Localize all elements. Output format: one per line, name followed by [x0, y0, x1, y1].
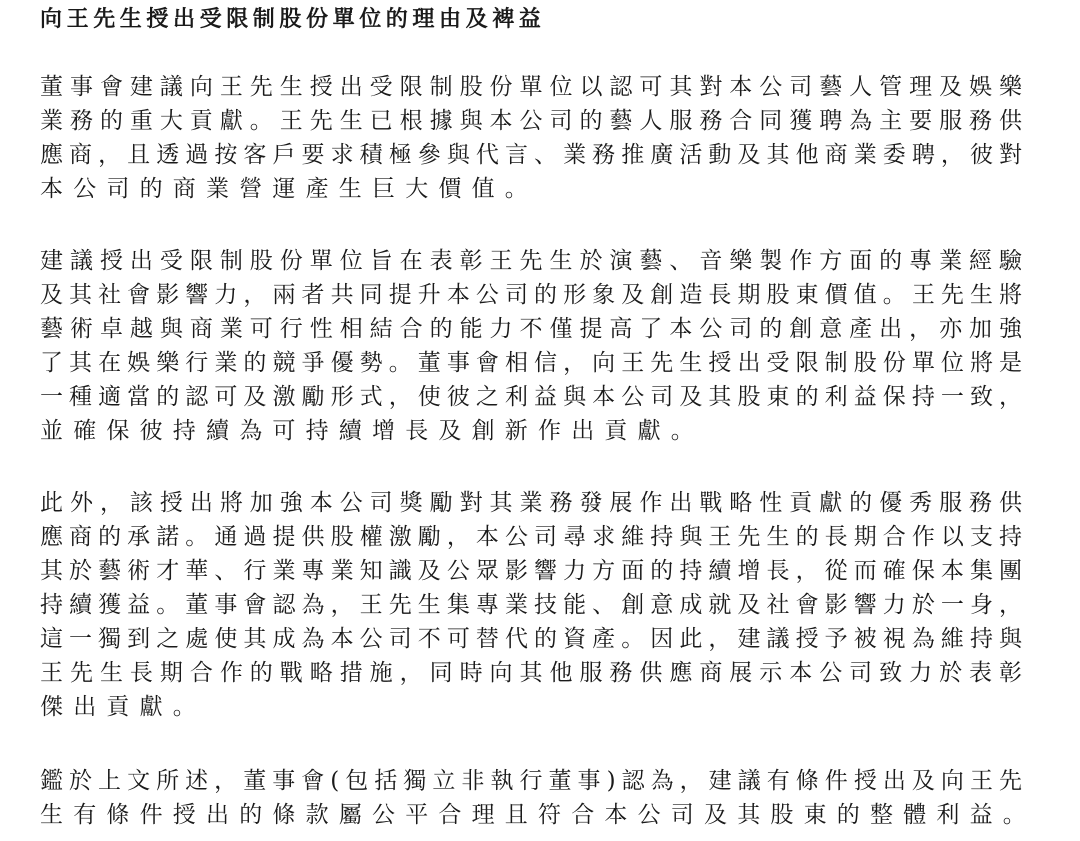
paragraph-1: [40, 70, 1022, 206]
text-line: 了其在娛樂行業的競爭優勢。董事會相信，向王先生授出受限制股份單位將是: [40, 350, 1022, 376]
text-line: 王先生長期合作的戰略措施，同時向其他服務供應商展示本公司致力於表彰: [40, 660, 1022, 686]
text-line: 此外，該授出將加強本公司獎勵對其業務發展作出戰略性貢獻的優秀服務供: [40, 490, 1022, 516]
text-line: 本公司的商業營運產生巨大價值。: [40, 176, 538, 202]
text-line: 應商的承諾。通過提供股權激勵，本公司尋求維持與王先生的長期合作以支持: [40, 524, 1022, 550]
text-line: 並確保彼持續為可持續增長及創新作出貢獻。: [40, 418, 704, 444]
text-line: 董事會建議向王先生授出受限制股份單位以認可其對本公司藝人管理及娛樂: [40, 74, 1022, 100]
paragraph-2: [40, 244, 1022, 448]
text-line: 及其社會影響力，兩者共同提升本公司的形象及創造長期股東價值。王先生將: [40, 282, 1022, 308]
paragraph-4: [40, 764, 1036, 832]
paragraph-3: [40, 486, 1022, 724]
section-heading: 向王先生授出受限制股份單位的理由及裨益: [40, 6, 546, 32]
text-line: 鑑於上文所述，董事會(包括獨立非執行董事)認為，建議有條件授出及向王先: [40, 768, 1022, 794]
text-line: 一種適當的認可及激勵形式，使彼之利益與本公司及其股東的利益保持一致，: [40, 384, 1022, 410]
text-line: 其於藝術才華、行業專業知識及公眾影響力方面的持續增長，從而確保本集團: [40, 558, 1022, 584]
text-line: 業務的重大貢獻。王先生已根據與本公司的藝人服務合同獲聘為主要服務供: [40, 108, 1022, 134]
text-line: 建議授出受限制股份單位旨在表彰王先生於演藝、音樂製作方面的專業經驗: [40, 248, 1022, 274]
text-line: 傑出貢獻。: [40, 694, 206, 720]
text-line: 這一獨到之處使其成為本公司不可替代的資產。因此，建議授予被視為維持與: [40, 626, 1022, 652]
text-line: 持續獲益。董事會認為，王先生集專業技能、創意成就及社會影響力於一身，: [40, 592, 1022, 618]
text-line: 藝術卓越與商業可行性相結合的能力不僅提高了本公司的創意產出，亦加強: [40, 316, 1022, 342]
text-line: 生有條件授出的條款屬公平合理且符合本公司及其股東的整體利益。: [40, 802, 1036, 828]
text-line: 應商，且透過按客戶要求積極參與代言、業務推廣活動及其他商業委聘，彼對: [40, 142, 1022, 168]
